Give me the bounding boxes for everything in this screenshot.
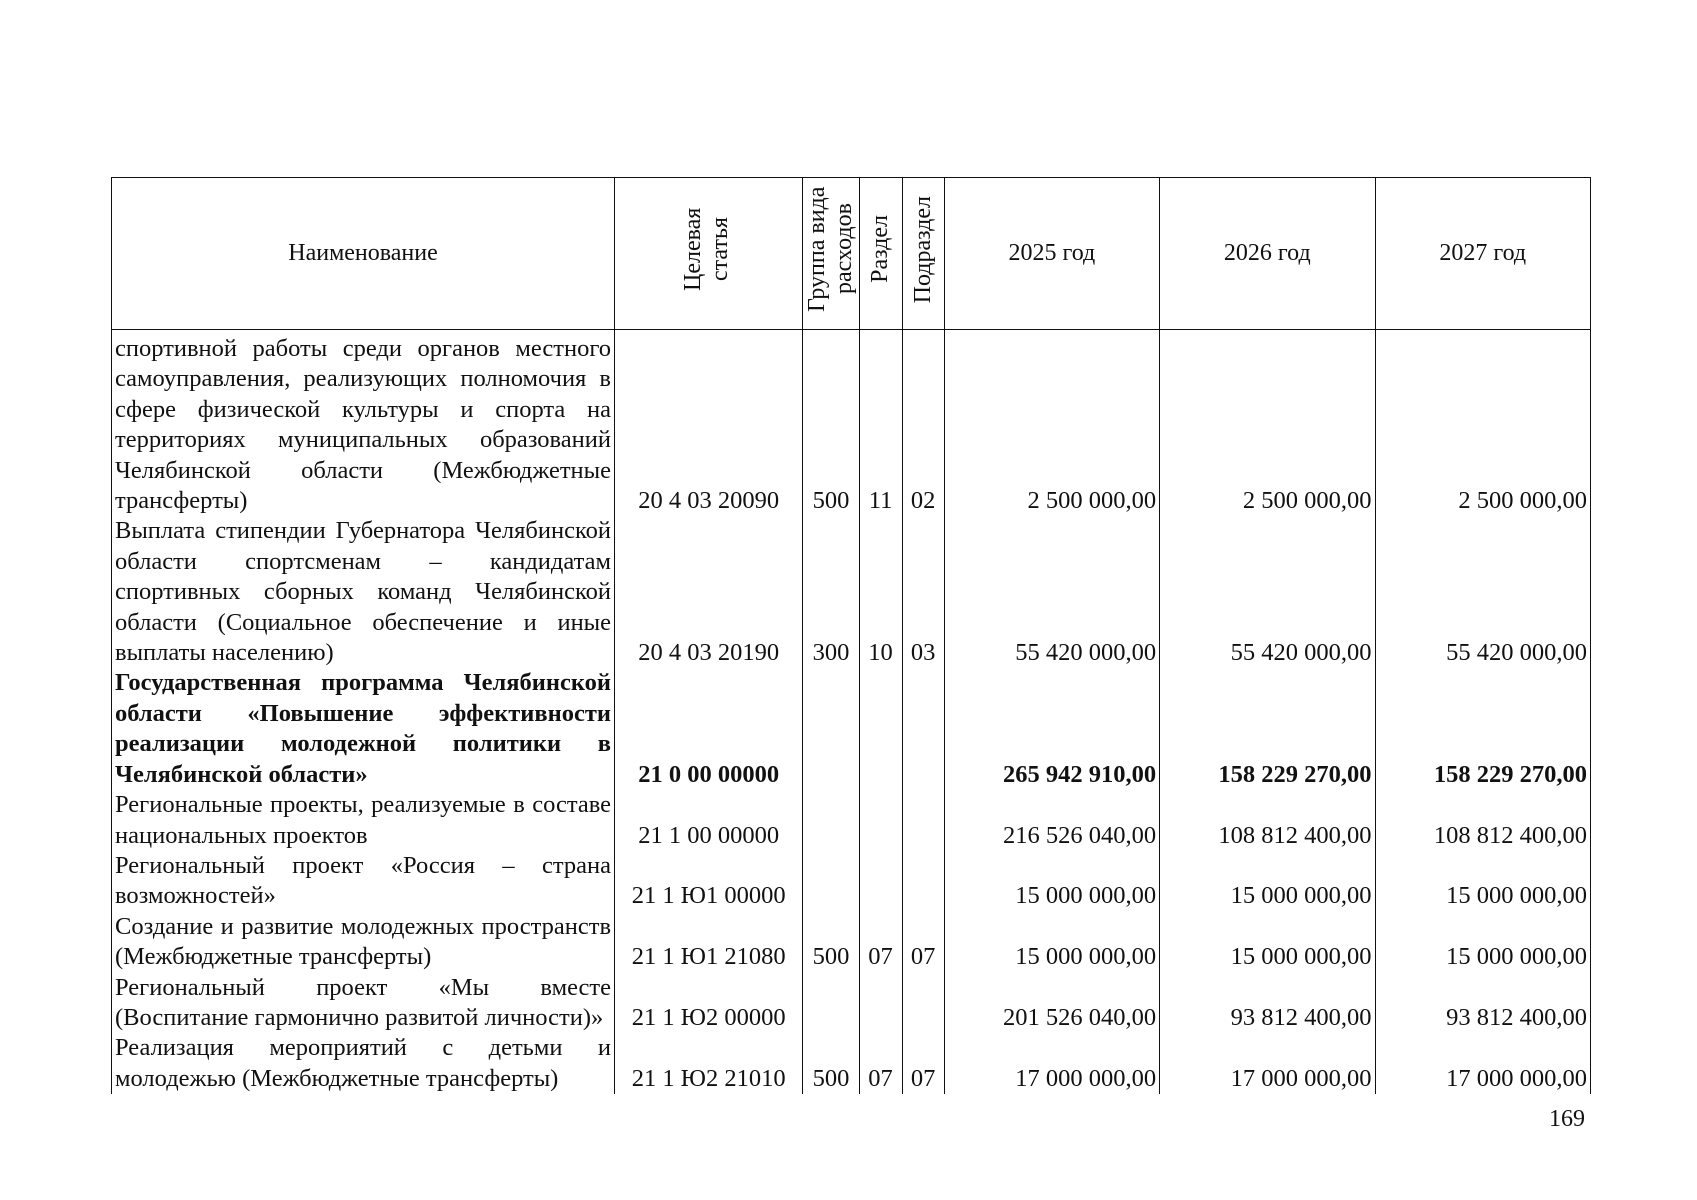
row-subsection	[902, 851, 944, 912]
row-subsection: 07	[902, 912, 944, 973]
row-2026: 55 420 000,00	[1160, 516, 1375, 668]
row-code: 21 1 Ю1 21080	[615, 912, 803, 973]
header-target-article	[615, 178, 803, 330]
header-expense-group-label: Группа вида расходов	[803, 186, 857, 313]
header-2025: 2025 год	[944, 178, 1159, 330]
row-2027: 17 000 000,00	[1375, 1033, 1591, 1094]
row-2025: 15 000 000,00	[944, 912, 1159, 973]
row-name: Государственная программа Челябинской области «Повышение эффективности реализации молодежной политики в Челябинской области»	[112, 668, 615, 790]
row-code: 21 1 00 00000	[615, 790, 803, 851]
row-code: 20 4 03 20090	[615, 330, 803, 517]
row-2027: 2 500 000,00	[1375, 330, 1591, 517]
row-section: 07	[859, 1033, 902, 1094]
header-target-article-label: Целевая статья	[679, 207, 733, 291]
row-2027: 55 420 000,00	[1375, 516, 1591, 668]
row-name: Региональный проект «Россия – страна возможностей»	[112, 851, 615, 912]
row-2026: 2 500 000,00	[1160, 330, 1375, 517]
row-group: 300	[803, 516, 859, 668]
row-subsection: 02	[902, 330, 944, 517]
table-row	[112, 851, 1591, 912]
row-name: Создание и развитие молодежных пространств (Межбюджетные трансферты)	[112, 912, 615, 973]
row-section: 10	[859, 516, 902, 668]
header-section-label: Раздел	[867, 215, 894, 284]
budget-table	[111, 177, 1591, 1094]
row-code: 21 0 00 00000	[615, 668, 803, 790]
row-subsection: 03	[902, 516, 944, 668]
row-2025: 201 526 040,00	[944, 973, 1159, 1034]
header-section	[859, 178, 902, 330]
row-group: 500	[803, 1033, 859, 1094]
table-row-program	[112, 668, 1591, 790]
header-subsection	[902, 178, 944, 330]
row-2026: 17 000 000,00	[1160, 1033, 1375, 1094]
row-2025: 17 000 000,00	[944, 1033, 1159, 1094]
row-group	[803, 973, 859, 1034]
row-2025: 55 420 000,00	[944, 516, 1159, 668]
row-name: Выплата стипендии Губернатора Челябинской области спортсменам – кандидатам спортивных сборных команд Челябинской области (Социальное обеспечение и иные выплаты населению)	[112, 516, 615, 668]
row-2026: 108 812 400,00	[1160, 790, 1375, 851]
row-2027: 15 000 000,00	[1375, 851, 1591, 912]
row-2025: 216 526 040,00	[944, 790, 1159, 851]
row-group	[803, 790, 859, 851]
row-code: 21 1 Ю1 00000	[615, 851, 803, 912]
row-group	[803, 668, 859, 790]
row-section: 11	[859, 330, 902, 517]
row-subsection	[902, 668, 944, 790]
row-2026: 15 000 000,00	[1160, 851, 1375, 912]
row-section	[859, 851, 902, 912]
header-subsection-label: Подраздел	[909, 195, 936, 303]
header-2027: 2027 год	[1375, 178, 1591, 330]
header-name: Наименование	[112, 178, 615, 330]
row-code: 21 1 Ю2 00000	[615, 973, 803, 1034]
table-row	[112, 790, 1591, 851]
row-name: Региональный проект «Мы вместе (Воспитание гармонично развитой личности)»	[112, 973, 615, 1034]
row-2027: 108 812 400,00	[1375, 790, 1591, 851]
row-2026: 93 812 400,00	[1160, 973, 1375, 1034]
table-header-row	[112, 178, 1591, 330]
table-row	[112, 1033, 1591, 1094]
table-row	[112, 973, 1591, 1034]
header-expense-group	[803, 178, 859, 330]
header-2026: 2026 год	[1160, 178, 1375, 330]
row-subsection	[902, 973, 944, 1034]
row-2025: 2 500 000,00	[944, 330, 1159, 517]
row-group: 500	[803, 912, 859, 973]
row-subsection	[902, 790, 944, 851]
row-2025: 15 000 000,00	[944, 851, 1159, 912]
page-number: 169	[1549, 1106, 1585, 1132]
table-row	[112, 330, 1591, 517]
row-name: спортивной работы среди органов местного самоуправления, реализующих полномочия в сфере физической культуры и спорта на территориях муниципальных образований Челябинской области (Межбюджетные трансферты)	[112, 330, 615, 517]
row-section	[859, 668, 902, 790]
row-2026: 158 229 270,00	[1160, 668, 1375, 790]
row-section	[859, 973, 902, 1034]
row-2027: 158 229 270,00	[1375, 668, 1591, 790]
row-name: Региональные проекты, реализуемые в составе национальных проектов	[112, 790, 615, 851]
row-name: Реализация мероприятий с детьми и молодежью (Межбюджетные трансферты)	[112, 1033, 615, 1094]
row-group	[803, 851, 859, 912]
row-2025: 265 942 910,00	[944, 668, 1159, 790]
row-code: 21 1 Ю2 21010	[615, 1033, 803, 1094]
row-section	[859, 790, 902, 851]
row-section: 07	[859, 912, 902, 973]
row-group: 500	[803, 330, 859, 517]
row-code: 20 4 03 20190	[615, 516, 803, 668]
table-row	[112, 516, 1591, 668]
row-2026: 15 000 000,00	[1160, 912, 1375, 973]
table-row	[112, 912, 1591, 973]
row-2027: 93 812 400,00	[1375, 973, 1591, 1034]
row-2027: 15 000 000,00	[1375, 912, 1591, 973]
row-subsection: 07	[902, 1033, 944, 1094]
